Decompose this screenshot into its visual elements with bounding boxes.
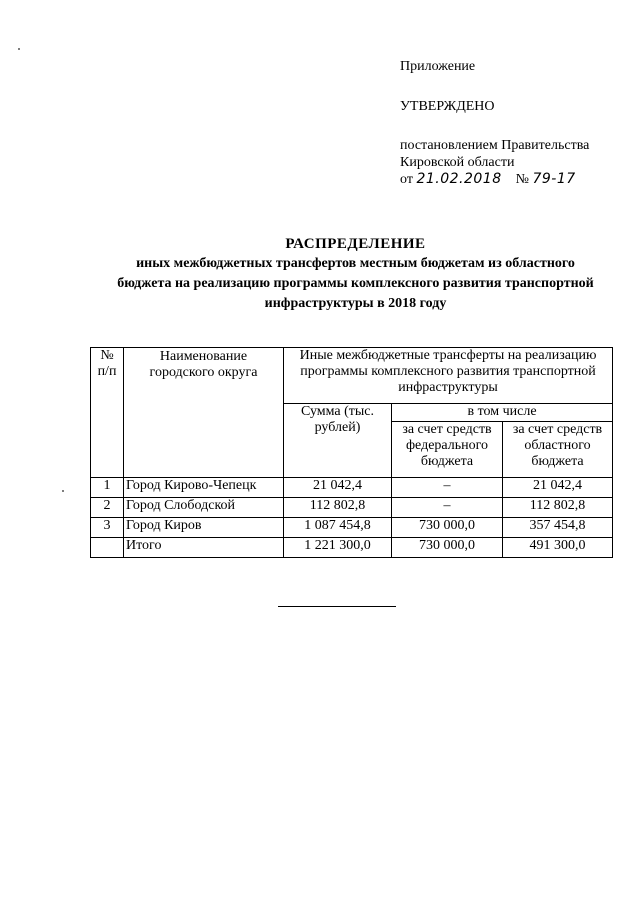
handwritten-date: 21.02.2018 (416, 171, 502, 187)
scan-speck (18, 48, 20, 50)
cell-num: 3 (91, 518, 124, 538)
cell-num: 2 (91, 498, 124, 518)
number-prefix: № (515, 172, 529, 187)
cell-regional: 112 802,8 (503, 498, 613, 518)
date-prefix: от (400, 172, 413, 187)
cell-name: Город Киров (124, 518, 284, 538)
title-line-2: бюджета на реализацию программы комплексного развития транспортной (117, 276, 594, 291)
cell-name: Итого (124, 538, 284, 558)
header-name: Наименование городского округа (124, 348, 284, 478)
table-row-total (91, 538, 613, 558)
header-including: в том числе (392, 404, 613, 422)
appendix-label: Приложение (400, 59, 476, 74)
header-regional: за счет средств областного бюджета (503, 422, 613, 478)
scan-speck (62, 490, 64, 492)
cell-regional: 21 042,4 (503, 478, 613, 498)
date-number-row (400, 171, 630, 188)
approved-by-line1: постановлением Правительства (400, 138, 590, 153)
cell-sum: 21 042,4 (284, 478, 392, 498)
cell-name: Город Слободской (124, 498, 284, 518)
cell-sum: 1 087 454,8 (284, 518, 392, 538)
title-line-3: инфраструктуры в 2018 году (264, 296, 447, 311)
end-rule (278, 606, 396, 607)
table-row (91, 518, 613, 538)
header-num: № п/п (91, 348, 124, 478)
header-sum: Сумма (тыс. рублей) (284, 404, 392, 478)
cell-sum: 1 221 300,0 (284, 538, 392, 558)
cell-name: Город Кирово-Чепецк (124, 478, 284, 498)
title-line-1: иных межбюджетных трансфертов местным бюджетам из областного (136, 256, 575, 271)
cell-num (91, 538, 124, 558)
document-title (88, 235, 623, 314)
table-row (91, 498, 613, 518)
cell-num: 1 (91, 478, 124, 498)
table-row (91, 478, 613, 498)
cell-federal: – (392, 478, 503, 498)
header-federal: за счет средств федерального бюджета (392, 422, 503, 478)
cell-federal: 730 000,0 (392, 518, 503, 538)
cell-sum: 112 802,8 (284, 498, 392, 518)
approved-label: УТВЕРЖДЕНО (400, 99, 495, 114)
distribution-table (90, 347, 613, 558)
handwritten-number: 79-17 (532, 171, 576, 187)
cell-regional: 357 454,8 (503, 518, 613, 538)
cell-regional: 491 300,0 (503, 538, 613, 558)
cell-federal: – (392, 498, 503, 518)
header-transfers: Иные межбюджетные трансферты на реализацию программы комплексного развития транспортной инфраструктуры (284, 348, 613, 404)
approval-block (400, 58, 630, 188)
approved-by-line2: Кировской области (400, 155, 515, 170)
title-heading: РАСПРЕДЕЛЕНИЕ (285, 236, 426, 252)
cell-federal: 730 000,0 (392, 538, 503, 558)
